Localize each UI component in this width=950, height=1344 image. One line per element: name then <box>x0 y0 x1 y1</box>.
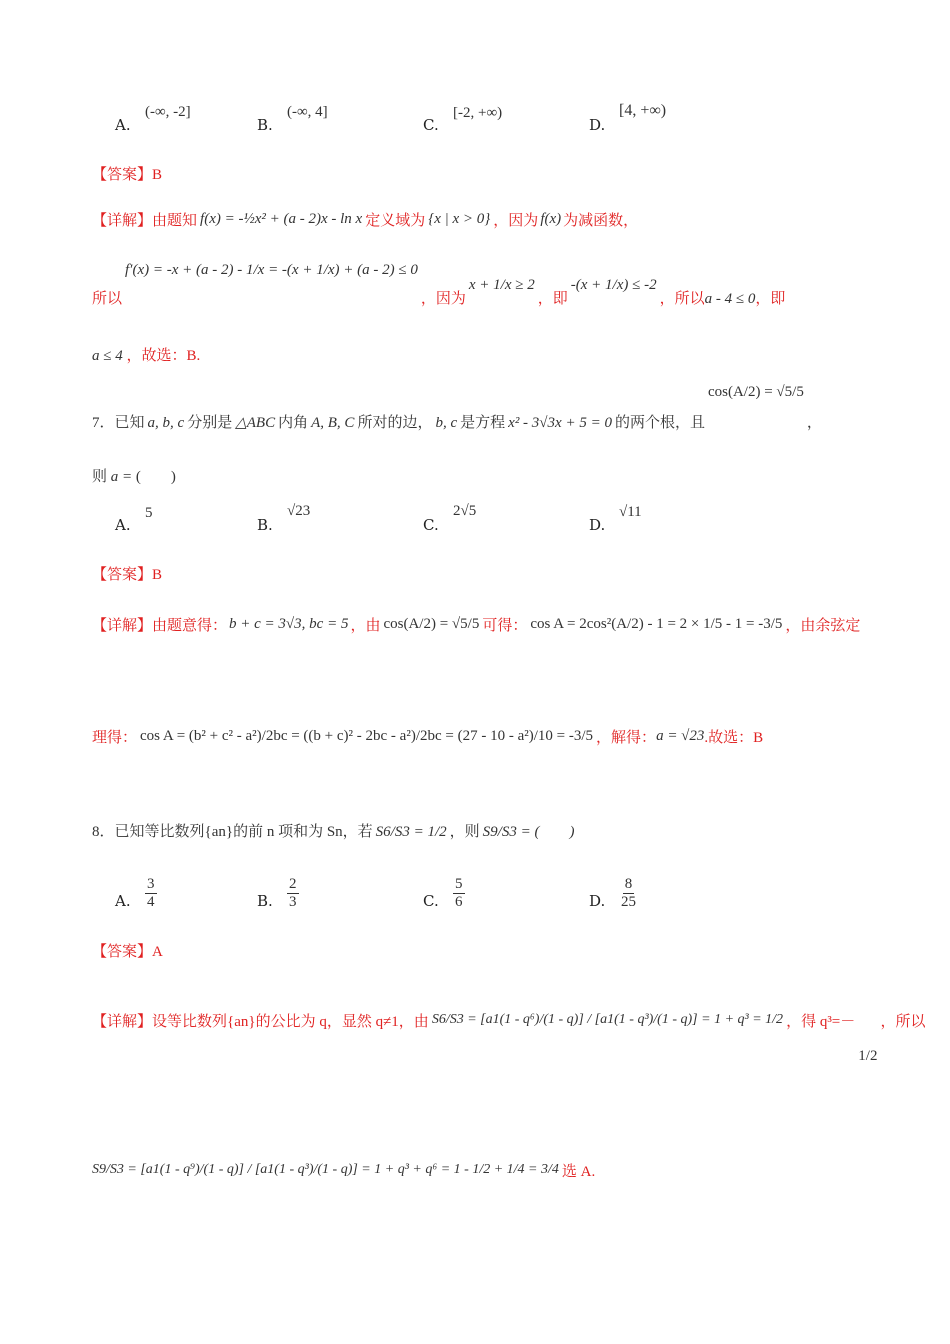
denominator: 6 <box>455 893 463 910</box>
detail-tag: 【详解】 <box>92 212 153 229</box>
answer-tag: 【答案】 <box>92 167 153 183</box>
math: b + c = 3√3, bc = 5 <box>229 615 349 632</box>
math: S9/S3 = ( ) <box>482 824 575 840</box>
text: ，解得： <box>596 729 657 746</box>
math: -(x + 1/x) ≤ -2 <box>570 276 657 293</box>
math: a = <box>110 469 133 485</box>
numerator: 8 <box>624 876 633 892</box>
math: cos(A/2) = √5/5 <box>383 615 480 632</box>
question-number: 7． <box>92 415 115 431</box>
q7-detail-line1 <box>92 600 860 648</box>
question-number: 8． <box>92 824 115 840</box>
math: A, B, C <box>311 415 355 431</box>
q7-option-a-label: A. <box>115 516 131 534</box>
q8-options <box>115 876 815 922</box>
sum-ratio-result: S9/S3 = [a1(1 - q⁹)/(1 - q)] / [a1(1 - q³)/(1 - q)] = 1 + q³ + q⁶ = 1 - 1/2 + 1/4 = 3/4 <box>92 1162 559 1177</box>
math: S6/S3 = 1/2 <box>375 824 447 840</box>
q6-option-c-label: C. <box>423 116 439 134</box>
q6-option-a-value: (-∞, -2] <box>145 104 191 120</box>
q7-option-d-label: D. <box>589 516 606 534</box>
text: 已知等比数列{an}的前 n 项和为 Sn，若 <box>114 824 373 840</box>
q7-option-a-value: 5 <box>145 505 153 521</box>
text: 由题知 <box>152 212 198 229</box>
q6-option-d-value: [4, +∞) <box>619 102 667 119</box>
q8-option-b-label: B. <box>257 892 273 910</box>
q6-option-b-value: (-∞, 4] <box>287 104 328 120</box>
answer-value: B <box>152 567 163 583</box>
text: 所以 <box>92 291 123 307</box>
text: 选 A. <box>561 1163 596 1180</box>
q6-detail-line3 <box>92 344 200 365</box>
q8-option-a-value <box>145 876 157 910</box>
detail-tag: 【详解】 <box>92 1013 153 1030</box>
text: 可得： <box>482 617 528 634</box>
q6-option-c-value: [-2, +∞) <box>453 105 503 121</box>
text: 是方程 <box>460 415 506 431</box>
function-definition: f(x) = -½x² + (a - 2)x - ln x <box>200 210 363 227</box>
text: ，所以 <box>659 291 705 307</box>
text: 理得： <box>92 729 138 746</box>
q7-option-c-label: C. <box>423 516 439 534</box>
sum-ratio-expression: S6/S3 = [a1(1 - q⁶)/(1 - q)] / [a1(1 - q³)/(1 - q)] = 1 + q³ = 1/2 <box>431 1012 784 1027</box>
text: ，得 q³=－ <box>786 1013 856 1030</box>
text: ，即 <box>755 291 786 307</box>
text: 定义域为 <box>365 212 426 229</box>
detail-tag: 【详解】 <box>92 617 153 634</box>
text: 由题意得： <box>152 617 228 634</box>
q8-option-b-value <box>287 876 299 910</box>
q7-stem-line1 <box>92 384 822 432</box>
math: f(x) <box>540 210 562 227</box>
text: ，故选：B. <box>126 348 201 364</box>
text: 内角 <box>278 415 309 431</box>
math: a = √23 <box>656 727 705 744</box>
numerator: 2 <box>289 876 297 892</box>
q6-answer <box>92 163 162 184</box>
denominator: 25 <box>621 893 636 910</box>
q8-option-a-label: A. <box>115 892 131 910</box>
text: ，即 <box>537 291 568 307</box>
text: 为减函数， <box>563 212 639 229</box>
q6-option-d-label: D. <box>589 116 606 134</box>
q6-options <box>115 100 815 140</box>
answer-value: A <box>152 944 163 960</box>
text: 分别是 <box>187 415 233 431</box>
text: ， <box>806 415 822 431</box>
q7-options <box>115 503 815 543</box>
math: b, c <box>435 415 458 431</box>
math: 1/2 <box>858 1048 878 1064</box>
q6-option-b-label: B. <box>257 116 273 134</box>
domain-set: {x | x > 0} <box>428 210 491 227</box>
law-of-cosines-expression: cos A = (b² + c² - a²)/2bc = ((b + c)² - 2bc - a²)/2bc = (27 - 10 - a²)/10 = -3/5 <box>140 727 594 744</box>
text: 已知 <box>114 415 145 431</box>
q7-option-b-value: √23 <box>287 503 311 519</box>
q8-option-d-value <box>619 876 638 910</box>
q8-option-d-label: D. <box>589 892 606 910</box>
numerator: 5 <box>455 876 463 892</box>
q8-detail-line1 <box>92 975 925 1065</box>
math: x + 1/x ≥ 2 <box>468 276 535 293</box>
q7-stem-line2 <box>92 465 176 486</box>
q6-detail-line1 <box>92 198 638 240</box>
quadratic-equation: x² - 3√3x + 5 = 0 <box>508 415 612 431</box>
q6-detail-line2 <box>92 262 785 308</box>
q8-option-c-label: C. <box>423 892 439 910</box>
q6-option-a-label: A. <box>115 116 131 134</box>
q8-answer <box>92 940 163 961</box>
math: cos(A/2) = √5/5 <box>707 384 804 400</box>
numerator: 3 <box>147 876 155 892</box>
math: a - 4 ≤ 0 <box>704 291 756 307</box>
answer-tag: 【答案】 <box>92 944 153 960</box>
q7-detail-line2 <box>92 712 763 760</box>
denominator: 3 <box>289 893 297 910</box>
text: 设等比数列{an}的公比为 q，显然 q≠1，由 <box>152 1013 429 1030</box>
q7-option-b-label: B. <box>257 516 273 534</box>
q7-option-c-value: 2√5 <box>453 503 477 519</box>
answer-tag: 【答案】 <box>92 567 153 583</box>
text: ，由 <box>350 617 381 634</box>
math: cos A = 2cos²(A/2) - 1 = 2 × 1/5 - 1 = -3/5 <box>530 615 783 632</box>
text: 则 <box>92 469 108 485</box>
text: ，因为 <box>420 291 466 307</box>
math: a ≤ 4 <box>92 348 123 364</box>
q8-stem <box>92 793 577 841</box>
text: 的两个根，且 <box>614 415 705 431</box>
denominator: 4 <box>147 893 155 910</box>
q8-detail-line2 <box>92 1125 595 1215</box>
text: ，所以 <box>880 1013 926 1030</box>
q7-answer <box>92 563 162 584</box>
q8-option-c-value <box>453 876 465 910</box>
math: △ABC <box>235 415 276 431</box>
text: ，则 <box>449 824 480 840</box>
text: .故选：B <box>704 729 764 746</box>
text: 所对的边， <box>357 415 433 431</box>
answer-value: B <box>152 167 163 183</box>
derivative-expression: f′(x) = -x + (a - 2) - 1/x = -(x + 1/x) + (a - 2) ≤ 0 <box>125 262 418 278</box>
math: a, b, c <box>147 415 185 431</box>
text: ( ) <box>135 469 176 485</box>
text: ，由余弦定 <box>785 617 861 634</box>
q7-option-d-value: √11 <box>619 504 642 520</box>
text: ，因为 <box>493 212 539 229</box>
